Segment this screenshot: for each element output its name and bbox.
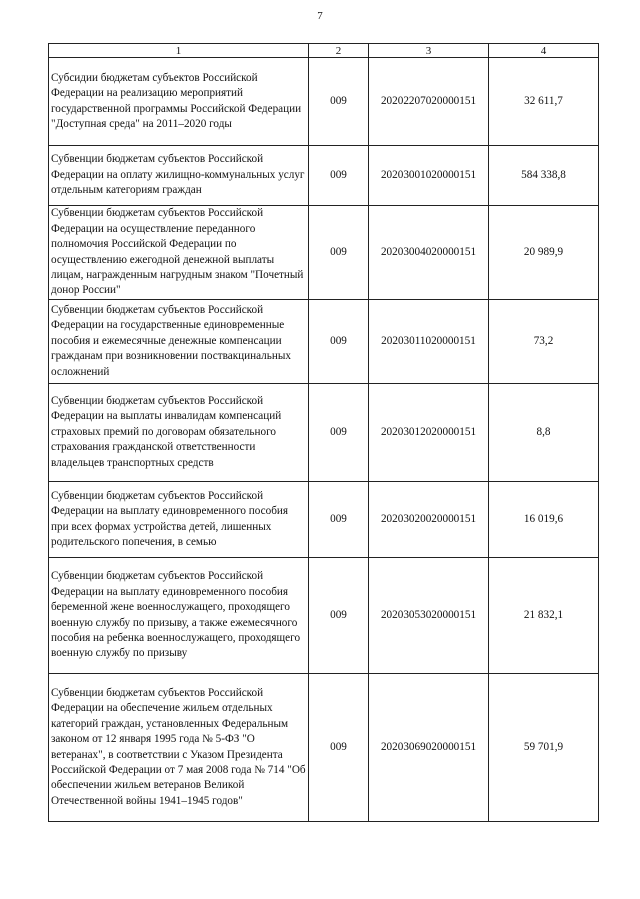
row-admin-code: 009 xyxy=(309,482,369,558)
table-row xyxy=(49,558,599,674)
column-header-2: 2 xyxy=(309,44,369,58)
row-description: Субвенции бюджетам субъектов Российской Федерации на выплату единовременного пособия беременной жене военнослужащего, проходящего военную службу по призыву, а также ежемесячного пособия на ребенка военнослужащего, проходящего военную службу по призыву xyxy=(49,558,309,674)
row-amount: 32 611,7 xyxy=(489,58,599,146)
row-amount: 8,8 xyxy=(489,384,599,482)
table-row xyxy=(49,206,599,300)
row-budget-code: 20203053020000151 xyxy=(369,558,489,674)
row-admin-code: 009 xyxy=(309,146,369,206)
row-amount: 584 338,8 xyxy=(489,146,599,206)
table-row xyxy=(49,58,599,146)
table-row xyxy=(49,146,599,206)
row-budget-code: 20203011020000151 xyxy=(369,300,489,384)
row-amount: 73,2 xyxy=(489,300,599,384)
row-amount: 59 701,9 xyxy=(489,674,599,822)
row-budget-code: 20203012020000151 xyxy=(369,384,489,482)
row-description: Субвенции бюджетам субъектов Российской Федерации на осуществление переданного полномочия Российской Федерации по осуществлению ежегодной денежной выплаты лицам, награжденным нагрудным знаком "Почетный донор России" xyxy=(49,206,309,300)
column-header-4: 4 xyxy=(489,44,599,58)
row-description: Субвенции бюджетам субъектов Российской Федерации на государственные единовременные пособия и ежемесячные денежные компенсации гражданам при возникновении поствакцинальных осложнений xyxy=(49,300,309,384)
row-description: Субвенции бюджетам субъектов Российской Федерации на обеспечение жильем отдельных категорий граждан, установленных Федеральным законом от 12 января 1995 года № 5-ФЗ "О ветеранах", в соответствии с Указом Президента Российской Федерации от 7 мая 2008 года № 714 "Об обеспечении жильем ветеранов Великой Отечественной войны 1941–1945 годов" xyxy=(49,674,309,822)
row-budget-code: 20203001020000151 xyxy=(369,146,489,206)
row-admin-code: 009 xyxy=(309,558,369,674)
row-admin-code: 009 xyxy=(309,58,369,146)
header-row xyxy=(49,44,599,58)
row-budget-code: 20203020020000151 xyxy=(369,482,489,558)
page-number: 7 xyxy=(317,10,323,22)
table-row xyxy=(49,482,599,558)
row-budget-code: 20203004020000151 xyxy=(369,206,489,300)
row-admin-code: 009 xyxy=(309,300,369,384)
row-amount: 21 832,1 xyxy=(489,558,599,674)
row-description: Субвенции бюджетам субъектов Российской Федерации на выплату единовременного пособия при всех формах устройства детей, лишенных родительского попечения, в семью xyxy=(49,482,309,558)
row-amount: 16 019,6 xyxy=(489,482,599,558)
row-admin-code: 009 xyxy=(309,206,369,300)
row-budget-code: 20202207020000151 xyxy=(369,58,489,146)
table-row xyxy=(49,300,599,384)
row-admin-code: 009 xyxy=(309,674,369,822)
column-header-3: 3 xyxy=(369,44,489,58)
row-budget-code: 20203069020000151 xyxy=(369,674,489,822)
column-header-1: 1 xyxy=(49,44,309,58)
table-row xyxy=(49,674,599,822)
row-description: Субвенции бюджетам субъектов Российской Федерации на оплату жилищно-коммунальных услуг отдельным категориям граждан xyxy=(49,146,309,206)
row-description: Субсидии бюджетам субъектов Российской Федерации на реализацию мероприятий государственной программы Российской Федерации "Доступная среда" на 2011–2020 годы xyxy=(49,58,309,146)
row-amount: 20 989,9 xyxy=(489,206,599,300)
table-row xyxy=(49,384,599,482)
row-admin-code: 009 xyxy=(309,384,369,482)
row-description: Субвенции бюджетам субъектов Российской Федерации на выплаты инвалидам компенсаций страховых премий по договорам обязательного страхования гражданской ответственности владельцев транспортных средств xyxy=(49,384,309,482)
budget-table xyxy=(48,43,599,822)
